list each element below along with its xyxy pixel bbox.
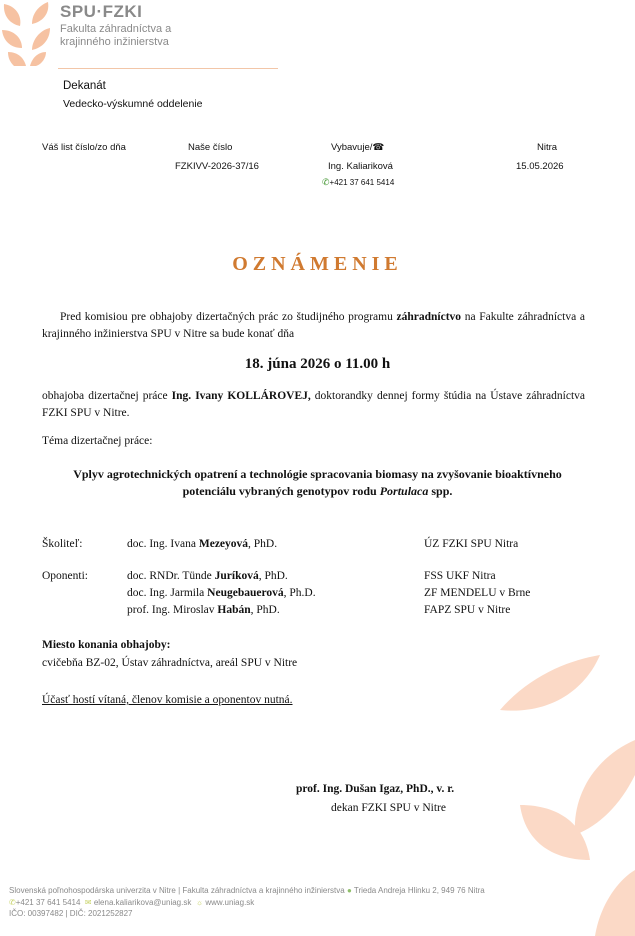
opponent-surname: Habán [217,604,251,616]
defense-text-b: doktorandky dennej formy štúdia na Ústave záhradníctva FZKI SPU v Nitre. [42,390,585,419]
signatory-name: prof. Ing. Dušan Igaz, PhD., v. r. [296,783,455,795]
opponent-name [127,587,316,599]
department-unit: Vedecko-výskumné oddelenie [63,98,203,110]
opponent-name [127,570,288,582]
supervisor-institution: ÚZ FZKI SPU Nitra [424,538,519,550]
dissertation-theme [60,466,575,500]
theme-label: Téma dizertačnej práce: [42,435,153,447]
signatory-role: dekan FZKI SPU v Nitre [331,802,446,814]
opponent-surname: Neugebauerová [207,587,284,599]
ref-phone-number: +421 37 641 5414 [329,178,395,187]
ref-handler-label [331,142,384,153]
venue-label: Miesto konania obhajoby: [42,639,171,651]
footer-line1 [9,886,485,895]
phone-icon: ✆ [9,898,16,907]
ref-your-letter-label: Váš list číslo/zo dňa [42,142,126,153]
ref-handler: Ing. Kaliariková [328,161,393,172]
footer-phone: +421 37 641 5414 [15,898,81,907]
supervisor-label: Školiteľ: [42,538,83,550]
opponent-name [127,604,280,616]
theme-genus: Portulaca [379,484,429,498]
intro-text-a: Pred komisiou pre obhajoby dizertačných prác zo študijného programu [60,311,397,323]
ref-our-number-label: Naše číslo [188,142,233,153]
web-icon: ☼ [195,898,204,907]
department-name: Dekanát [63,80,106,92]
defense-text-a: obhajoba dizertačnej práce [42,390,172,402]
notice-title: OZNÁMENIE [232,253,403,275]
header-divider [58,68,278,69]
footer-email[interactable]: elena.kaliarikova@uniag.sk [93,898,192,907]
ref-our-number: FZKIVV-2026-37/16 [175,161,259,172]
logo-faculty: Fakulta záhradníctva a krajinného inžinierstva [60,23,172,48]
opponent-title: doc. Ing. Jarmila [127,587,208,599]
theme-text-a: Vplyv agrotechnických opatrení a technológie spracovania biomasy na zvyšovanie bioaktívneho potenciálu vybraných genotypov rodu [73,467,562,498]
opponents-label: Oponenti: [42,570,88,582]
opponent-title: prof. Ing. Miroslav [127,604,218,616]
telephone-icon: ☎ [372,142,385,153]
opponent-degree: , PhD. [258,570,288,582]
candidate-name: Ing. Ivany KOLLÁROVEJ, [171,390,311,402]
supervisor-surname: Mezeyová [198,538,249,550]
opponent-degree: , Ph.D. [283,587,316,599]
opponent-institution: ZF MENDELU v Brne [424,587,531,599]
supervisor-title: doc. Ing. Ivana [127,538,199,550]
theme-text-b: spp. [428,484,453,498]
ref-handler-label-text: Vybavuje/ [331,142,373,153]
study-program: záhradníctvo [396,311,462,323]
supervisor-name [127,538,277,550]
defense-paragraph [42,388,585,422]
mail-icon: ✉ [84,898,92,907]
opponent-degree: , PhD. [250,604,280,616]
opponent-surname: Juríková [214,570,259,582]
footer-address: Trieda Andreja Hlinku 2, 949 76 Nitra [353,886,485,895]
logo-name: SPU·FZKI [60,2,143,21]
supervisor-degree: , PhD. [248,538,278,550]
opponent-institution: FSS UKF Nitra [424,570,496,582]
intro-text-b: na Fakulte záhradníctva a krajinného inžinierstva SPU v Nitre sa bude konať dňa [42,311,585,340]
ref-place-label: Nitra [537,142,558,153]
ref-phone [322,177,394,188]
decorative-petals-icon [500,655,635,936]
opponent-title: doc. RNDr. Tünde [127,570,215,582]
ref-date: 15.05.2026 [516,161,564,172]
footer-university: Slovenská poľnohospodárska univerzita v Nitre | Fakulta záhradníctva a krajinného inžinierstva [9,886,345,895]
footer-web[interactable]: www.uniag.sk [205,898,255,907]
logo-leaf-icon [0,0,56,66]
intro-paragraph [42,309,585,343]
venue-value: cvičebňa BZ-02, Ústav záhradníctva, areál SPU v Nitre [42,657,298,669]
attendance-note: Účasť hostí vítaná, členov komisie a oponentov nutná. [42,694,293,706]
footer-line2 [9,898,254,907]
opponent-institution: FAPZ SPU v Nitre [424,604,511,616]
location-pin-icon: ● [346,886,352,895]
phone-icon: ✆ [322,177,330,187]
defense-date: 18. júna 2026 o 11.00 h [244,356,391,372]
footer-ids: IČO: 00397482 | DIČ: 2021252827 [9,909,133,918]
